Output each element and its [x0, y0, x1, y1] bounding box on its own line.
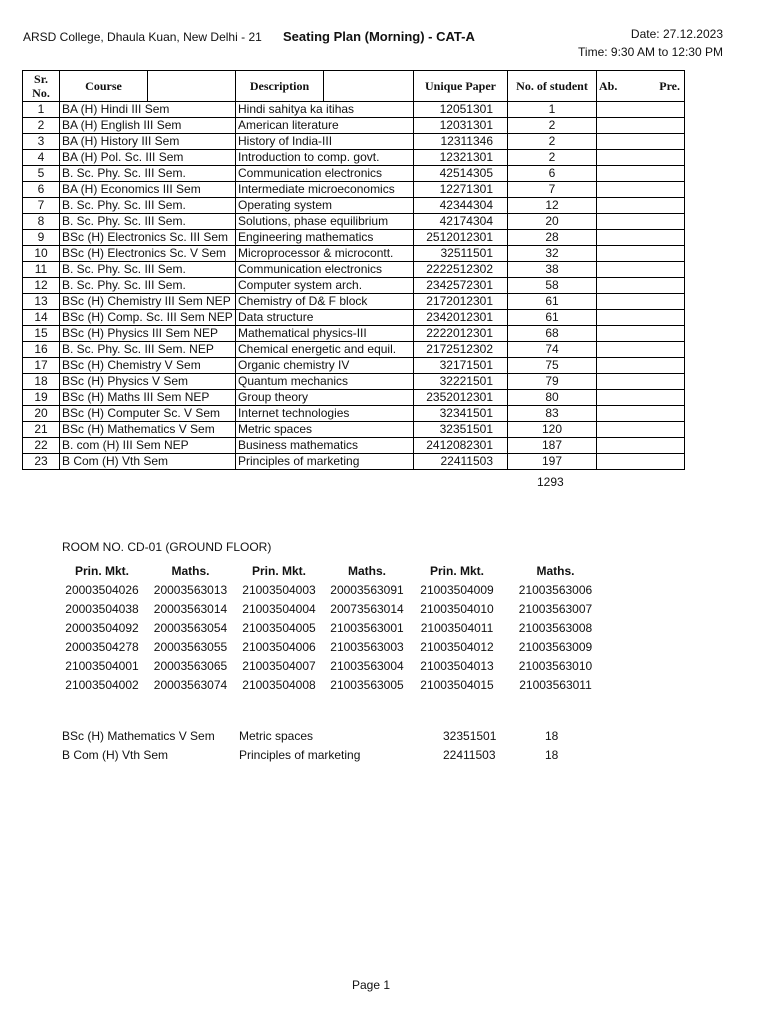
exam-date: Date: 27.12.2023 — [630, 27, 723, 41]
page-number: Page 1 — [351, 978, 391, 992]
ab-pre-cell — [597, 374, 685, 390]
table-row — [23, 374, 685, 390]
description-cell: Computer system arch. — [236, 278, 414, 294]
roll-col-header: Prin. Mkt. — [74, 564, 129, 578]
unique-paper-cell: 2342572301 — [414, 278, 508, 294]
student-count-cell: 20 — [508, 214, 597, 230]
student-count-cell: 6 — [508, 166, 597, 182]
unique-paper-cell: 32171501 — [414, 358, 508, 374]
student-count-cell: 120 — [508, 422, 597, 438]
unique-paper-cell: 12031301 — [414, 118, 508, 134]
table-row — [23, 246, 685, 262]
roll-number: 21003563005 — [330, 677, 404, 692]
student-count-cell: 1 — [508, 102, 597, 118]
course-cell: B. com (H) III Sem NEP — [60, 438, 236, 454]
table-row — [23, 406, 685, 422]
description-cell: Data structure — [236, 310, 414, 326]
roll-number: 20003504026 — [65, 582, 139, 597]
ab-pre-cell — [597, 390, 685, 406]
description-cell: Solutions, phase equilibrium — [236, 214, 414, 230]
roll-grid-body — [58, 580, 608, 694]
ab-pre-cell — [597, 326, 685, 342]
sr-no-cell: 15 — [23, 326, 60, 342]
table-row — [23, 310, 685, 326]
ab-pre-cell — [597, 294, 685, 310]
ab-pre-cell — [597, 262, 685, 278]
unique-paper-cell: 32221501 — [414, 374, 508, 390]
description-cell: Quantum mechanics — [236, 374, 414, 390]
table-row — [23, 102, 685, 118]
roll-number: 21003504009 — [420, 582, 494, 597]
seating-table-body — [23, 102, 685, 470]
description-cell: Principles of marketing — [236, 454, 414, 470]
unique-paper-cell: 32511501 — [414, 246, 508, 262]
sr-no-cell: 9 — [23, 230, 60, 246]
course-cell: BSc (H) Physics III Sem NEP — [60, 326, 236, 342]
roll-number: 21003563004 — [330, 658, 404, 673]
sr-no-cell: 14 — [23, 310, 60, 326]
ab-pre-cell — [597, 454, 685, 470]
roll-number: 21003504003 — [242, 582, 316, 597]
ab-pre-cell — [597, 310, 685, 326]
table-header-row — [23, 71, 685, 102]
student-count-cell: 75 — [508, 358, 597, 374]
unique-paper-cell: 2222012301 — [414, 326, 508, 342]
roll-number: 21003563007 — [518, 601, 593, 616]
sr-no-cell: 12 — [23, 278, 60, 294]
exam-time: Time: 9:30 AM to 12:30 PM — [578, 45, 723, 59]
table-row — [23, 342, 685, 358]
room-title: ROOM NO. CD-01 (GROUND FLOOR) — [62, 540, 272, 554]
roll-row — [58, 618, 608, 637]
unique-paper-cell: 2172012301 — [414, 294, 508, 310]
ab-pre-cell — [597, 438, 685, 454]
description-cell: Chemistry of D& F block — [236, 294, 414, 310]
course-cell: BA (H) English III Sem — [60, 118, 236, 134]
roll-number: 21003504011 — [420, 620, 494, 635]
description-cell: Intermediate microeconomics — [236, 182, 414, 198]
student-count-cell: 2 — [508, 134, 597, 150]
sr-no-cell: 11 — [23, 262, 60, 278]
course-cell: BSc (H) Chemistry V Sem — [60, 358, 236, 374]
ab-pre-cell — [597, 166, 685, 182]
ab-pre-cell — [597, 342, 685, 358]
student-count-cell: 197 — [508, 454, 597, 470]
roll-number: 21003563008 — [518, 620, 593, 635]
ab-pre-cell — [597, 358, 685, 374]
course-cell: BSc (H) Chemistry III Sem NEP — [60, 294, 236, 310]
roll-col-header: Maths. — [347, 564, 386, 578]
roll-number: 20003563054 — [153, 620, 228, 635]
student-count-cell: 61 — [508, 294, 597, 310]
col-pre: Pre. — [659, 79, 680, 93]
roll-number: 21003563010 — [518, 658, 593, 673]
ab-pre-cell — [597, 406, 685, 422]
table-row — [23, 230, 685, 246]
unique-paper-cell: 2512012301 — [414, 230, 508, 246]
description-cell: Operating system — [236, 198, 414, 214]
sr-no-cell: 3 — [23, 134, 60, 150]
table-row — [23, 422, 685, 438]
description-cell: Group theory — [236, 390, 414, 406]
table-row — [23, 358, 685, 374]
summary-description: Principles of marketing — [239, 748, 361, 762]
table-row — [23, 294, 685, 310]
roll-number: 21003563001 — [330, 620, 404, 635]
student-count-cell: 79 — [508, 374, 597, 390]
roll-number: 21003563006 — [518, 582, 593, 597]
roll-number: 20073563014 — [330, 601, 404, 616]
roll-col-header: Prin. Mkt. — [429, 564, 484, 578]
description-cell: Hindi sahitya ka itihas — [236, 102, 414, 118]
course-cell: B. Sc. Phy. Sc. III Sem. NEP — [60, 342, 236, 358]
course-cell: BA (H) Hindi III Sem — [60, 102, 236, 118]
course-cell: B Com (H) Vth Sem — [60, 454, 236, 470]
summary-count: 18 — [545, 729, 559, 743]
roll-number: 20003563065 — [153, 658, 228, 673]
col-description-extra — [324, 71, 414, 102]
student-count-cell: 38 — [508, 262, 597, 278]
course-cell: BSc (H) Physics V Sem — [60, 374, 236, 390]
roll-number: 21003563011 — [519, 677, 592, 692]
roll-number: 20003563074 — [153, 677, 228, 692]
ab-pre-cell — [597, 118, 685, 134]
roll-col-header: Maths. — [171, 564, 210, 578]
roll-number: 20003504278 — [65, 639, 139, 654]
ab-pre-cell — [597, 102, 685, 118]
table-row — [23, 454, 685, 470]
sr-no-cell: 17 — [23, 358, 60, 374]
sr-no-cell: 4 — [23, 150, 60, 166]
roll-col-header: Prin. Mkt. — [251, 564, 306, 578]
sr-no-cell: 19 — [23, 390, 60, 406]
roll-number: 21003504005 — [242, 620, 316, 635]
table-row — [23, 118, 685, 134]
description-cell: Organic chemistry IV — [236, 358, 414, 374]
sr-no-cell: 1 — [23, 102, 60, 118]
course-cell: BSc (H) Mathematics V Sem — [60, 422, 236, 438]
unique-paper-cell: 42174304 — [414, 214, 508, 230]
description-cell: Metric spaces — [236, 422, 414, 438]
sr-no-cell: 18 — [23, 374, 60, 390]
course-cell: BSc (H) Maths III Sem NEP — [60, 390, 236, 406]
ab-pre-cell — [597, 134, 685, 150]
student-count-cell: 187 — [508, 438, 597, 454]
sr-no-cell: 5 — [23, 166, 60, 182]
description-cell: Introduction to comp. govt. — [236, 150, 414, 166]
course-cell: BSc (H) Electronics Sc. III Sem — [60, 230, 236, 246]
summary-paper: 32351501 — [443, 729, 497, 743]
col-sr-no: Sr. No. — [23, 71, 60, 102]
course-cell: BSc (H) Electronics Sc. V Sem — [60, 246, 236, 262]
unique-paper-cell: 42514305 — [414, 166, 508, 182]
description-cell: Communication electronics — [236, 166, 414, 182]
student-count-cell: 58 — [508, 278, 597, 294]
sr-no-cell: 8 — [23, 214, 60, 230]
sr-no-cell: 23 — [23, 454, 60, 470]
ab-pre-cell — [597, 214, 685, 230]
student-count-cell: 7 — [508, 182, 597, 198]
course-cell: B. Sc. Phy. Sc. III Sem. — [60, 214, 236, 230]
sr-no-cell: 6 — [23, 182, 60, 198]
summary-count: 18 — [545, 748, 559, 762]
unique-paper-cell: 32341501 — [414, 406, 508, 422]
ab-pre-cell — [597, 278, 685, 294]
summary-description: Metric spaces — [239, 729, 314, 743]
roll-number: 21003504002 — [65, 677, 139, 692]
student-count-cell: 80 — [508, 390, 597, 406]
table-row — [23, 438, 685, 454]
sr-no-cell: 7 — [23, 198, 60, 214]
roll-number: 20003563091 — [330, 582, 404, 597]
roll-number-grid — [58, 562, 608, 694]
course-cell: B. Sc. Phy. Sc. III Sem. — [60, 198, 236, 214]
summary-course: B Com (H) Vth Sem — [62, 748, 169, 762]
roll-row — [58, 580, 608, 599]
roll-number: 21003504013 — [420, 658, 494, 673]
student-count-cell: 83 — [508, 406, 597, 422]
table-row — [23, 134, 685, 150]
ab-pre-cell — [597, 246, 685, 262]
unique-paper-cell: 12311346 — [414, 134, 508, 150]
col-ab-pre — [597, 71, 685, 102]
roll-number: 20003563055 — [153, 639, 228, 654]
description-cell: Engineering mathematics — [236, 230, 414, 246]
student-count-cell: 68 — [508, 326, 597, 342]
student-count-cell: 28 — [508, 230, 597, 246]
description-cell: Internet technologies — [236, 406, 414, 422]
table-row — [23, 182, 685, 198]
summary-paper: 22411503 — [443, 748, 496, 762]
col-course-extra — [148, 71, 236, 102]
roll-number: 21003504006 — [242, 639, 316, 654]
unique-paper-cell: 12271301 — [414, 182, 508, 198]
ab-pre-cell — [597, 198, 685, 214]
roll-col-header: Maths. — [536, 564, 575, 578]
course-cell: BA (H) Economics III Sem — [60, 182, 236, 198]
table-row — [23, 166, 685, 182]
college-name: ARSD College, Dhaula Kuan, New Delhi - 21 — [23, 30, 262, 44]
roll-number: 21003563009 — [518, 639, 593, 654]
ab-pre-cell — [597, 182, 685, 198]
course-cell: BA (H) Pol. Sc. III Sem — [60, 150, 236, 166]
table-row — [23, 278, 685, 294]
description-cell: Business mathematics — [236, 438, 414, 454]
roll-number: 21003504007 — [242, 658, 316, 673]
col-course: Course — [60, 71, 148, 102]
ab-pre-cell — [597, 150, 685, 166]
total-students: 1293 — [537, 475, 564, 489]
roll-number: 20003504038 — [65, 601, 139, 616]
table-row — [23, 198, 685, 214]
roll-row — [58, 656, 608, 675]
description-cell: Chemical energetic and equil. — [236, 342, 414, 358]
student-count-cell: 32 — [508, 246, 597, 262]
roll-number: 20003563013 — [153, 582, 228, 597]
unique-paper-cell: 2352012301 — [414, 390, 508, 406]
description-cell: History of India-III — [236, 134, 414, 150]
student-count-cell: 61 — [508, 310, 597, 326]
unique-paper-cell: 22411503 — [414, 454, 508, 470]
sr-no-cell: 22 — [23, 438, 60, 454]
description-cell: Communication electronics — [236, 262, 414, 278]
col-no-of-student: No. of student — [508, 71, 597, 102]
roll-grid-header — [58, 562, 608, 580]
ab-pre-cell — [597, 422, 685, 438]
sr-no-cell: 20 — [23, 406, 60, 422]
unique-paper-cell: 42344304 — [414, 198, 508, 214]
course-cell: B. Sc. Phy. Sc. III Sem. — [60, 166, 236, 182]
description-cell: American literature — [236, 118, 414, 134]
sr-no-cell: 10 — [23, 246, 60, 262]
unique-paper-cell: 2342012301 — [414, 310, 508, 326]
seating-table — [22, 70, 685, 470]
course-cell: B. Sc. Phy. Sc. III Sem. — [60, 262, 236, 278]
sr-no-cell: 16 — [23, 342, 60, 358]
roll-number: 21003563003 — [330, 639, 404, 654]
course-cell: B. Sc. Phy. Sc. III Sem. — [60, 278, 236, 294]
table-row — [23, 326, 685, 342]
roll-row — [58, 637, 608, 656]
student-count-cell: 74 — [508, 342, 597, 358]
roll-number: 21003504012 — [420, 639, 494, 654]
col-ab: Ab. — [599, 79, 618, 93]
col-description: Description — [236, 71, 324, 102]
unique-paper-cell: 2412082301 — [414, 438, 508, 454]
sr-no-cell: 2 — [23, 118, 60, 134]
unique-paper-cell: 32351501 — [414, 422, 508, 438]
roll-number: 20003504092 — [65, 620, 139, 635]
student-count-cell: 2 — [508, 150, 597, 166]
table-row — [23, 214, 685, 230]
unique-paper-cell: 2222512302 — [414, 262, 508, 278]
sr-no-cell: 21 — [23, 422, 60, 438]
student-count-cell: 2 — [508, 118, 597, 134]
roll-row — [58, 675, 608, 694]
roll-number: 21003504004 — [242, 601, 316, 616]
unique-paper-cell: 2172512302 — [414, 342, 508, 358]
course-cell: BA (H) History III Sem — [60, 134, 236, 150]
table-row — [23, 150, 685, 166]
student-count-cell: 12 — [508, 198, 597, 214]
course-cell: BSc (H) Comp. Sc. III Sem NEP — [60, 310, 236, 326]
table-row — [23, 390, 685, 406]
table-row — [23, 262, 685, 278]
course-cell: BSc (H) Computer Sc. V Sem — [60, 406, 236, 422]
roll-row — [58, 599, 608, 618]
description-cell: Mathematical physics-III — [236, 326, 414, 342]
roll-number: 20003563014 — [153, 601, 228, 616]
page-title: Seating Plan (Morning) - CAT-A — [283, 29, 475, 44]
roll-number: 21003504001 — [65, 658, 139, 673]
unique-paper-cell: 12051301 — [414, 102, 508, 118]
description-cell: Microprocessor & microcontt. — [236, 246, 414, 262]
summary-course: BSc (H) Mathematics V Sem — [62, 729, 215, 743]
ab-pre-cell — [597, 230, 685, 246]
unique-paper-cell: 12321301 — [414, 150, 508, 166]
roll-number: 21003504010 — [420, 601, 494, 616]
roll-number: 21003504008 — [242, 677, 316, 692]
roll-number: 21003504015 — [420, 677, 494, 692]
col-unique-paper: Unique Paper — [414, 71, 508, 102]
sr-no-cell: 13 — [23, 294, 60, 310]
